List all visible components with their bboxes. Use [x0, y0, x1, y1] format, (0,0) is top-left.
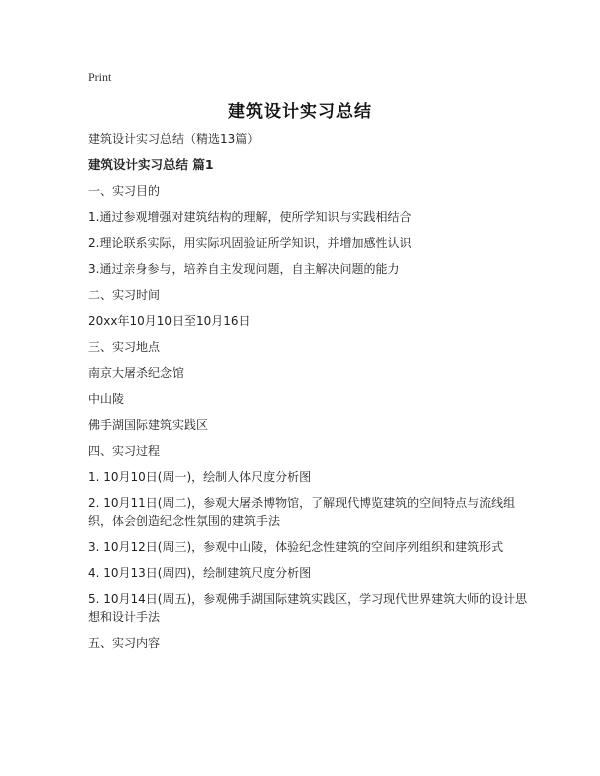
document-body — [88, 130, 528, 652]
time-range: 20xx年10月10日至10月16日 — [88, 314, 251, 328]
location-item-3: 佛手湖国际建筑实践区 — [88, 418, 209, 432]
process-item-4: 4. 10月13日(周四)，绘制建筑尺度分析图 — [88, 566, 312, 580]
location-item-1: 南京大屠杀纪念馆 — [88, 366, 185, 380]
print-label: Print — [88, 70, 112, 84]
purpose-item-3: 3.通过亲身参与，培养自主发现问题，自主解决问题的能力 — [88, 262, 400, 276]
heading-content: 五、实习内容 — [88, 636, 161, 650]
location-item-2: 中山陵 — [88, 392, 125, 406]
process-item-2: 2. 10月11日(周二)，参观大屠杀博物馆，了解现代博览建筑的空间特点与流线组织，体会创造纪念性氛围的建筑手法 — [88, 496, 516, 528]
heading-purpose: 一、实习目的 — [88, 184, 161, 198]
process-item-1: 1. 10月10日(周一)，绘制人体尺度分析图 — [88, 470, 312, 484]
heading-location: 三、实习地点 — [88, 340, 161, 354]
process-item-5: 5. 10月14日(周五)，参观佛手湖国际建筑实践区，学习现代世界建筑大师的设计思想和设计手法 — [88, 592, 528, 624]
process-item-3: 3. 10月12日(周三)，参观中山陵，体验纪念性建筑的空间序列组织和建筑形式 — [88, 540, 504, 554]
heading-time: 二、实习时间 — [88, 288, 161, 302]
section-heading: 建筑设计实习总结 篇1 — [88, 157, 214, 172]
purpose-item-2: 2.理论联系实际，用实际巩固验证所学知识，并增加感性认识 — [88, 236, 412, 250]
page-title: 建筑设计实习总结 — [228, 102, 372, 122]
purpose-item-1: 1.通过参观增强对建筑结构的理解，使所学知识与实践相结合 — [88, 210, 412, 224]
document-subtitle: 建筑设计实习总结（精选13篇） — [88, 132, 260, 146]
heading-process: 四、实习过程 — [88, 444, 161, 458]
